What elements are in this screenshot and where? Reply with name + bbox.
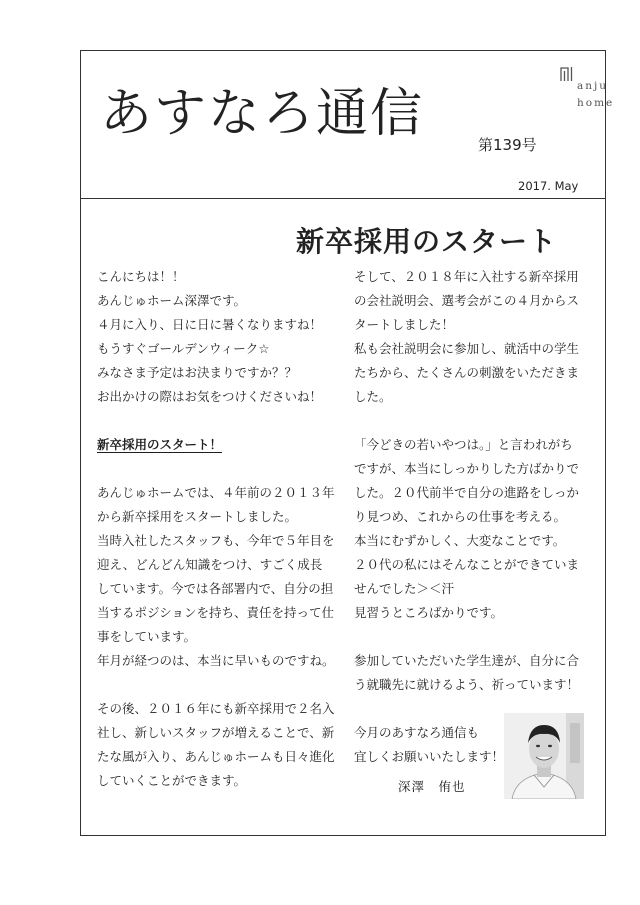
author-portrait-icon bbox=[504, 713, 584, 799]
body-line: あんじゅホームでは、４年前の２０１３年 bbox=[97, 485, 335, 500]
greeting-line: あんじゅホーム深澤です。 bbox=[97, 293, 247, 308]
newsletter-title: あすなろ通信 bbox=[100, 84, 425, 144]
issue-number: 第139号 bbox=[478, 136, 537, 154]
closing-line: 宜しくお願いいたします！ bbox=[354, 749, 505, 764]
body-line: 参加していただいた学生達が、自分に合 bbox=[354, 653, 580, 668]
body-line: しています。今では各部署内で、自分の担 bbox=[97, 581, 334, 596]
body-line: そして、２０１８年に入社する新卒採用 bbox=[354, 269, 579, 284]
article-headline: 新卒採用のスタート bbox=[296, 225, 558, 258]
body-line: 「今どきの若いやつは。」と言われがち bbox=[354, 437, 573, 452]
logo-icon bbox=[560, 66, 573, 82]
greeting-line: ４月に入り、日に日に暑くなりますね！ bbox=[97, 317, 323, 332]
greeting-line: お出かけの際はお気をつけくださいね！ bbox=[97, 389, 323, 404]
right-column bbox=[354, 265, 594, 769]
body-line: たな風が入り、あんじゅホームも日々進化 bbox=[97, 749, 335, 764]
section-subheading: 新卒採用のスタート！ bbox=[97, 437, 223, 452]
logo-text bbox=[577, 78, 615, 112]
body-line: から新卒採用をスタートしました。 bbox=[97, 509, 298, 524]
body-line: 社し、新しいスタッフが増えることで、新 bbox=[97, 725, 335, 740]
body-line: り見つめ、これからの仕事を考える。 bbox=[354, 509, 567, 524]
company-logo bbox=[560, 66, 615, 126]
body-line: 本当にむずかしく、大変なことです。 bbox=[354, 533, 566, 548]
author-photo bbox=[504, 713, 584, 799]
logo-text-line-2: home bbox=[577, 97, 615, 109]
greeting-line: もうすぐゴールデンウィーク☆ bbox=[97, 341, 270, 356]
header-divider bbox=[80, 198, 606, 199]
body-line: 見習うところばかりです。 bbox=[354, 605, 504, 620]
body-line: ２０代の私にはそんなことができていま bbox=[354, 557, 580, 572]
body-line: たちから、たくさんの刺激をいただきま bbox=[354, 365, 580, 380]
logo-text-line-1: anju bbox=[577, 80, 609, 92]
author-signature: 深澤 侑也 bbox=[398, 779, 466, 794]
body-line: 事をしています。 bbox=[97, 629, 197, 644]
body-line: その後、２０１６年にも新卒採用で２名入 bbox=[97, 701, 335, 716]
greeting-line: みなさま予定はお決まりですか？？ bbox=[97, 365, 298, 380]
greeting-line: こんにちは！！ bbox=[97, 269, 185, 284]
body-line: ですが、本当にしっかりした方ばかりで bbox=[354, 461, 580, 476]
body-line: 私も会社説明会に参加し、就活中の学生 bbox=[354, 341, 580, 356]
body-line: 当時入社したスタッフも、今年で５年目を bbox=[97, 533, 335, 548]
body-line: していくことができます。 bbox=[97, 773, 247, 788]
body-line: 当するポジションを持ち、責任を持って仕 bbox=[97, 605, 334, 620]
body-line: した。２０代前半で自分の進路をしっか bbox=[354, 485, 580, 500]
closing-line: 今月のあすなろ通信も bbox=[354, 725, 480, 740]
body-line: 迎え、どんどん知識をつけ、すごく成長 bbox=[97, 557, 323, 572]
body-line: せんでした＞＜汗 bbox=[354, 581, 455, 596]
left-column bbox=[97, 265, 347, 793]
body-line: タートしました！ bbox=[354, 317, 455, 332]
body-line: う就職先に就けるよう、祈っています！ bbox=[354, 677, 580, 692]
body-line: した。 bbox=[354, 389, 392, 404]
body-line: 年月が経つのは、本当に早いものですね。 bbox=[97, 653, 335, 668]
body-line: の会社説明会、選考会がこの４月からス bbox=[354, 293, 580, 308]
issue-date: 2017. May bbox=[518, 179, 579, 193]
